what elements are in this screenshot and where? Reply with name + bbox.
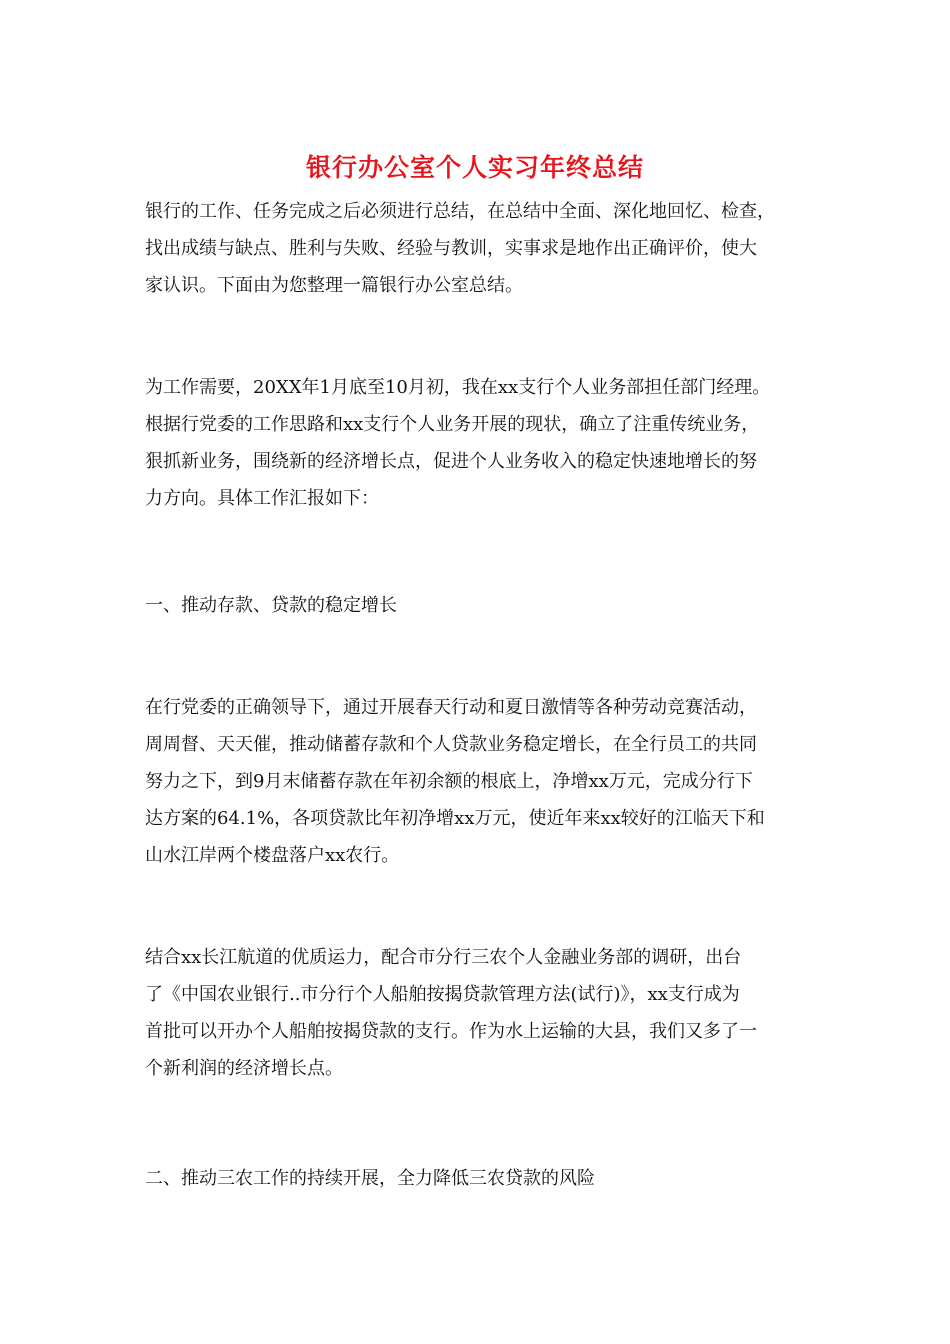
overview-paragraph: [145, 369, 845, 517]
paragraph-line: 努力之下，到9月末储蓄存款在年初余额的根底上，净增xx万元，完成分行下: [145, 771, 753, 792]
paragraph-line: 山水江岸两个楼盘落户xx农行。: [145, 845, 400, 866]
section-heading-2: [145, 1160, 845, 1197]
paragraph-line: 银行的工作、任务完成之后必须进行总结，在总结中全面、深化地回忆、检查，: [145, 201, 775, 222]
paragraph-line: 首批可以开办个人船舶按揭贷款的支行。作为水上运输的大县，我们又多了一: [145, 1021, 757, 1042]
paragraph-line: 结合xx长江航道的优质运力，配合市分行三农个人金融业务部的调研，出台: [145, 947, 742, 968]
section-heading-text: 二、推动三农工作的持续开展，全力降低三农贷款的风险: [145, 1168, 595, 1189]
section-heading-text: 一、推动存款、贷款的稳定增长: [145, 595, 397, 616]
paragraph-line: 根据行党委的工作思路和xx支行个人业务开展的现状，确立了注重传统业务，: [145, 414, 760, 435]
paragraph-line: 达方案的64.1%，各项贷款比年初净增xx万元，使近年来xx较好的江临天下和: [145, 808, 765, 829]
document-title: 银行办公室个人实习年终总结: [305, 153, 644, 182]
paragraph-line: 周周督、天天催，推动储蓄存款和个人贷款业务稳定增长，在全行员工的共同: [145, 734, 757, 755]
paragraph-line: 找出成绩与缺点、胜利与失败、经验与教训，实事求是地作出正确评价，使大: [145, 238, 757, 259]
paragraph-line: 在行党委的正确领导下，通过开展春天行动和夏日激情等各种劳动竞赛活动，: [145, 697, 757, 718]
paragraph-line: 狠抓新业务，围绕新的经济增长点，促进个人业务收入的稳定快速地增长的努: [145, 451, 757, 472]
paragraph-line: 为工作需要，20XX年1月底至10月初，我在xx支行个人业务部担任部门经理。: [145, 377, 771, 398]
paragraph-line: 个新利润的经济增长点。: [145, 1058, 343, 1079]
intro-paragraph: [145, 193, 845, 304]
ship-mortgage-paragraph: [145, 939, 845, 1087]
paragraph-line: 了《中国农业银行..市分行个人船舶按揭贷款管理方法(试行)》，xx支行成为: [145, 984, 740, 1005]
deposits-loans-paragraph: [145, 689, 845, 874]
paragraph-line: 力方向。具体工作汇报如下：: [145, 488, 379, 509]
paragraph-line: 家认识。下面由为您整理一篇银行办公室总结。: [145, 275, 523, 296]
section-heading-1: [145, 587, 845, 624]
